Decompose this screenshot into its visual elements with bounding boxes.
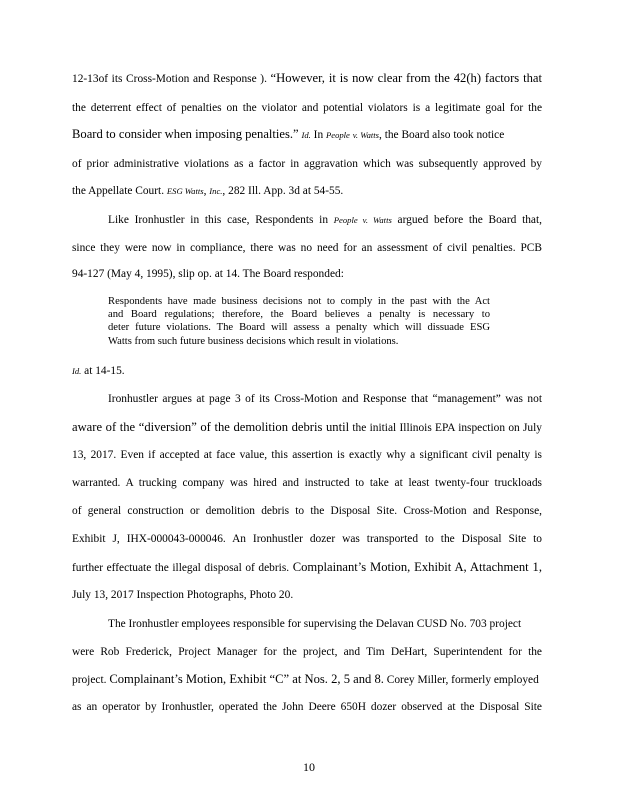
text-line [72, 700, 542, 714]
text-line [72, 364, 542, 378]
text-run: the deterrent effect of penalties on the violator and potential violators is a legitimate goal for the [72, 102, 542, 114]
text-line [72, 645, 542, 659]
block-quote-line [108, 296, 490, 309]
text-run: Respondents have made business decisions not to comply in the past with the Act [108, 296, 490, 307]
text-line [108, 392, 542, 406]
case-name: People v. Watts [333, 215, 392, 225]
case-name: Inc. [209, 186, 223, 196]
text-run: 94-127 (May 4, 1995), slip op. at 14. The Board responded: [72, 268, 344, 280]
text-run: at 14-15. [81, 365, 125, 377]
text-run: the initial Illinois EPA inspection on July [349, 422, 542, 434]
text-run: Complainant’s Motion, Exhibit A, Attachment 1, [292, 560, 542, 574]
text-run: Like Ironhustler in this case, Respondents in [108, 214, 334, 226]
block-quote-line [108, 322, 490, 335]
text-run: were Rob Frederick, Project Manager for the project, and Tim DeHart, Superintendent for the [72, 646, 542, 658]
text-run: Exhibit J, IHX-000043-000046. An Ironhustler dozer was transported to the Disposal Site to [72, 533, 542, 545]
text-run: Complainant’s Motion, Exhibit “C” at Nos. 2, 5 and 8. [109, 672, 384, 686]
text-run: deter future violations. The Board will assess a penalty which will dissuade ESG [108, 322, 490, 333]
text-line [72, 267, 542, 281]
text-line [72, 184, 542, 198]
text-run: , [203, 185, 210, 197]
text-run: aware of the “diversion” of the demolition debris until [72, 420, 350, 434]
text-run: Board to consider when imposing penalties.” [72, 127, 299, 141]
text-run: Watts from such future business decisions which result in violations. [108, 336, 399, 347]
text-run: project. [72, 674, 110, 686]
citation-id: Id. [72, 366, 82, 376]
text-line [72, 448, 542, 462]
case-name: v. Watts [352, 130, 379, 140]
text-line [72, 101, 542, 115]
case-name: ESG Watts [166, 186, 204, 196]
text-run: Ironhustler argues at page 3 of its Cross-Motion and Response that “management” was not [108, 393, 542, 405]
text-run: 12-13of its Cross-Motion and Response ). [72, 73, 271, 85]
text-run: , the Board also took notice [379, 129, 505, 141]
text-run: “However, it is now clear from the 42(h) factors that [270, 71, 542, 85]
text-line [108, 213, 542, 227]
text-run: argued before the Board that, [391, 214, 542, 226]
text-run: July 13, 2017 Inspection Photographs, Photo 20. [72, 589, 294, 601]
text-line [72, 127, 542, 142]
text-line [108, 617, 542, 631]
text-line [72, 420, 542, 435]
text-run: since they were now in compliance, there was no need for an assessment of civil penalties. PCB [72, 242, 542, 254]
text-line [72, 532, 542, 546]
text-line [72, 504, 542, 518]
block-quote-line [108, 336, 490, 349]
text-run: and Board regulations; therefore, the Board believes a penalty is necessary to [108, 309, 490, 320]
text-run: The Ironhustler employees responsible for supervising the Delavan CUSD No. 703 project [108, 618, 522, 630]
text-run: warranted. A trucking company was hired and instructed to take at least twenty-four truckloads [72, 477, 542, 489]
text-run: as an operator by Ironhustler, operated the John Deere 650H dozer observed at the Disposal Site [72, 701, 542, 713]
block-quote-line [108, 309, 490, 322]
text-run: 13, 2017. Even if accepted at face value, this assertion is exactly why a significant civil penalty is [72, 449, 542, 461]
text-run: , 282 Ill. App. 3d at 54-55. [222, 185, 344, 197]
text-run: of prior administrative violations as a factor in aggravation which was subsequently approved by [72, 158, 542, 170]
text-run: the Appellate Court. [72, 185, 167, 197]
text-run: Corey Miller, formerly employed [383, 674, 539, 686]
case-name: People [326, 130, 350, 140]
text-run: In [310, 129, 326, 141]
citation-id: Id. [301, 130, 311, 140]
text-line [72, 241, 542, 255]
text-run: further effectuate the illegal disposal of debris. [72, 562, 293, 574]
text-run: of general construction or demolition debris to the Disposal Site. Cross-Motion and Response, [72, 505, 542, 517]
text-line [72, 157, 542, 171]
text-line [72, 71, 542, 86]
text-line [72, 588, 542, 602]
text-line [72, 560, 542, 575]
text-line [72, 476, 542, 490]
page-number: 10 [303, 760, 315, 774]
text-line [72, 672, 542, 687]
